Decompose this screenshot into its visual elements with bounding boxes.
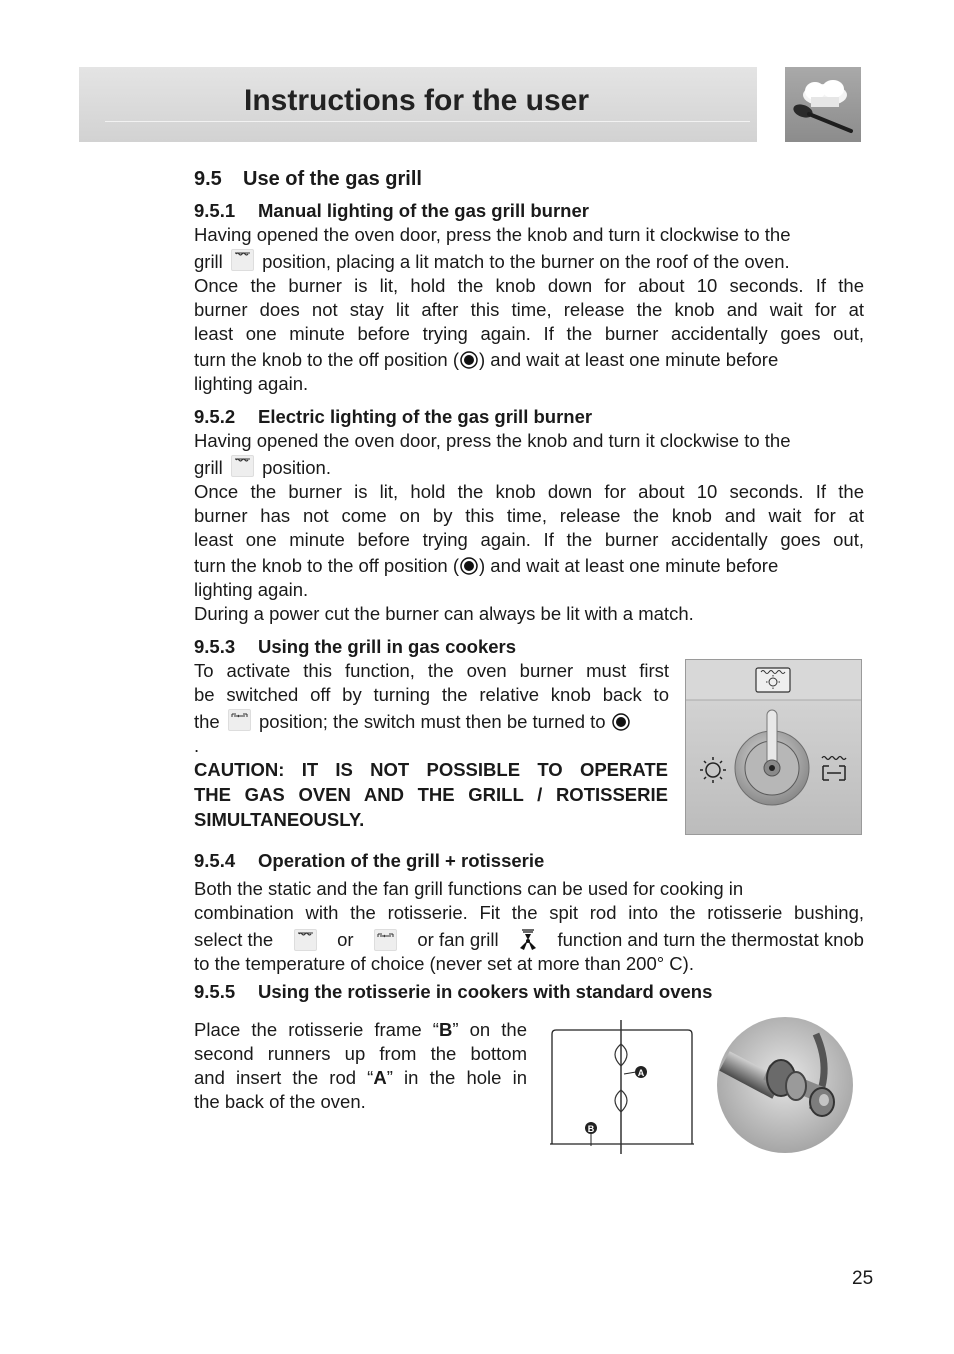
fan-grill-icon xyxy=(517,928,539,952)
spoon-chef-hat-icon xyxy=(785,67,861,142)
rotisserie-bushing-photo xyxy=(716,1016,854,1154)
section-heading-9-5-4: 9.5.4 Operation of the grill + rotisserie xyxy=(194,850,545,871)
grill-icon xyxy=(231,455,254,477)
section-heading-9-5-1: 9.5.1 Manual lighting of the gas grill burner xyxy=(194,200,589,221)
section-heading-9-5: 9.5 Use of the gas grill xyxy=(194,168,422,190)
rotisserie-icon xyxy=(228,709,251,731)
page-title: Instructions for the user xyxy=(244,84,590,117)
section-heading-9-5-3: 9.5.3 Using the grill in gas cookers xyxy=(194,636,517,657)
section-heading-9-5-2: 9.5.2 Electric lighting of the gas grill burner xyxy=(194,406,593,427)
paragraph-9-5-3: To activate this function, the oven burner must first be switched off by turning the relative knob back to the position; the switch must then be turned to . xyxy=(194,660,669,756)
paragraph-9-5-1: Having opened the oven door, press the knob and turn it clockwise to the grill position, placing a lit match to the burner on the roof of the oven. Once the burner is lit, hold the knob down for about 10 seconds. If the burner does not stay lit after this time, release the knob and wait for at least one minute before trying again. If the burner accidentally goes out, turn the knob to the off position ( ) and wait at least one minute before lighting again. xyxy=(194,224,864,394)
rotisserie-icon xyxy=(374,929,397,951)
section-heading-9-5-5: 9.5.5 Using the rotisserie in cookers with standard ovens xyxy=(194,981,713,1002)
paragraph-9-5-4: Both the static and the fan grill functions can be used for cooking in combination with the rotisserie. Fit the spit rod into the rotisserie bushing, select the or or fan grill function and turn the thermostat knob to the temperature of choice (never set at more than 200° C). xyxy=(194,878,864,974)
grill-knob-illustration xyxy=(685,659,862,835)
grill-icon xyxy=(294,929,317,951)
paragraph-9-5-5: Place the rotisserie frame “B” on the second runners up from the bottom and insert the rod “A” in the hole in the back of the oven. xyxy=(194,1019,527,1112)
header-divider xyxy=(105,121,750,122)
off-position-icon xyxy=(460,351,478,369)
caution-text: CAUTION: IT IS NOT POSSIBLE TO OPERATE THE GAS OVEN AND THE GRILL / ROTISSERIE SIMULTANEOUSLY. xyxy=(194,759,668,830)
grill-icon xyxy=(231,249,254,271)
off-position-icon xyxy=(612,713,630,731)
page-number: 25 xyxy=(852,1268,874,1289)
paragraph-9-5-2: Having opened the oven door, press the knob and turn it clockwise to the grill position. Once the burner is lit, hold the knob down for about 10 seconds. If the burner has not come on by this time, release the knob and wait for at least one minute before trying again. If the burner accidentally goes out, turn the knob to the off position ( ) and wait at least one minute before lighting again. During a power cut the burner can always be lit with a match. xyxy=(194,430,864,624)
label-a: A xyxy=(637,1068,645,1078)
rotisserie-diagram xyxy=(548,1016,696,1156)
label-b: B xyxy=(587,1124,595,1134)
off-position-icon xyxy=(460,557,478,575)
